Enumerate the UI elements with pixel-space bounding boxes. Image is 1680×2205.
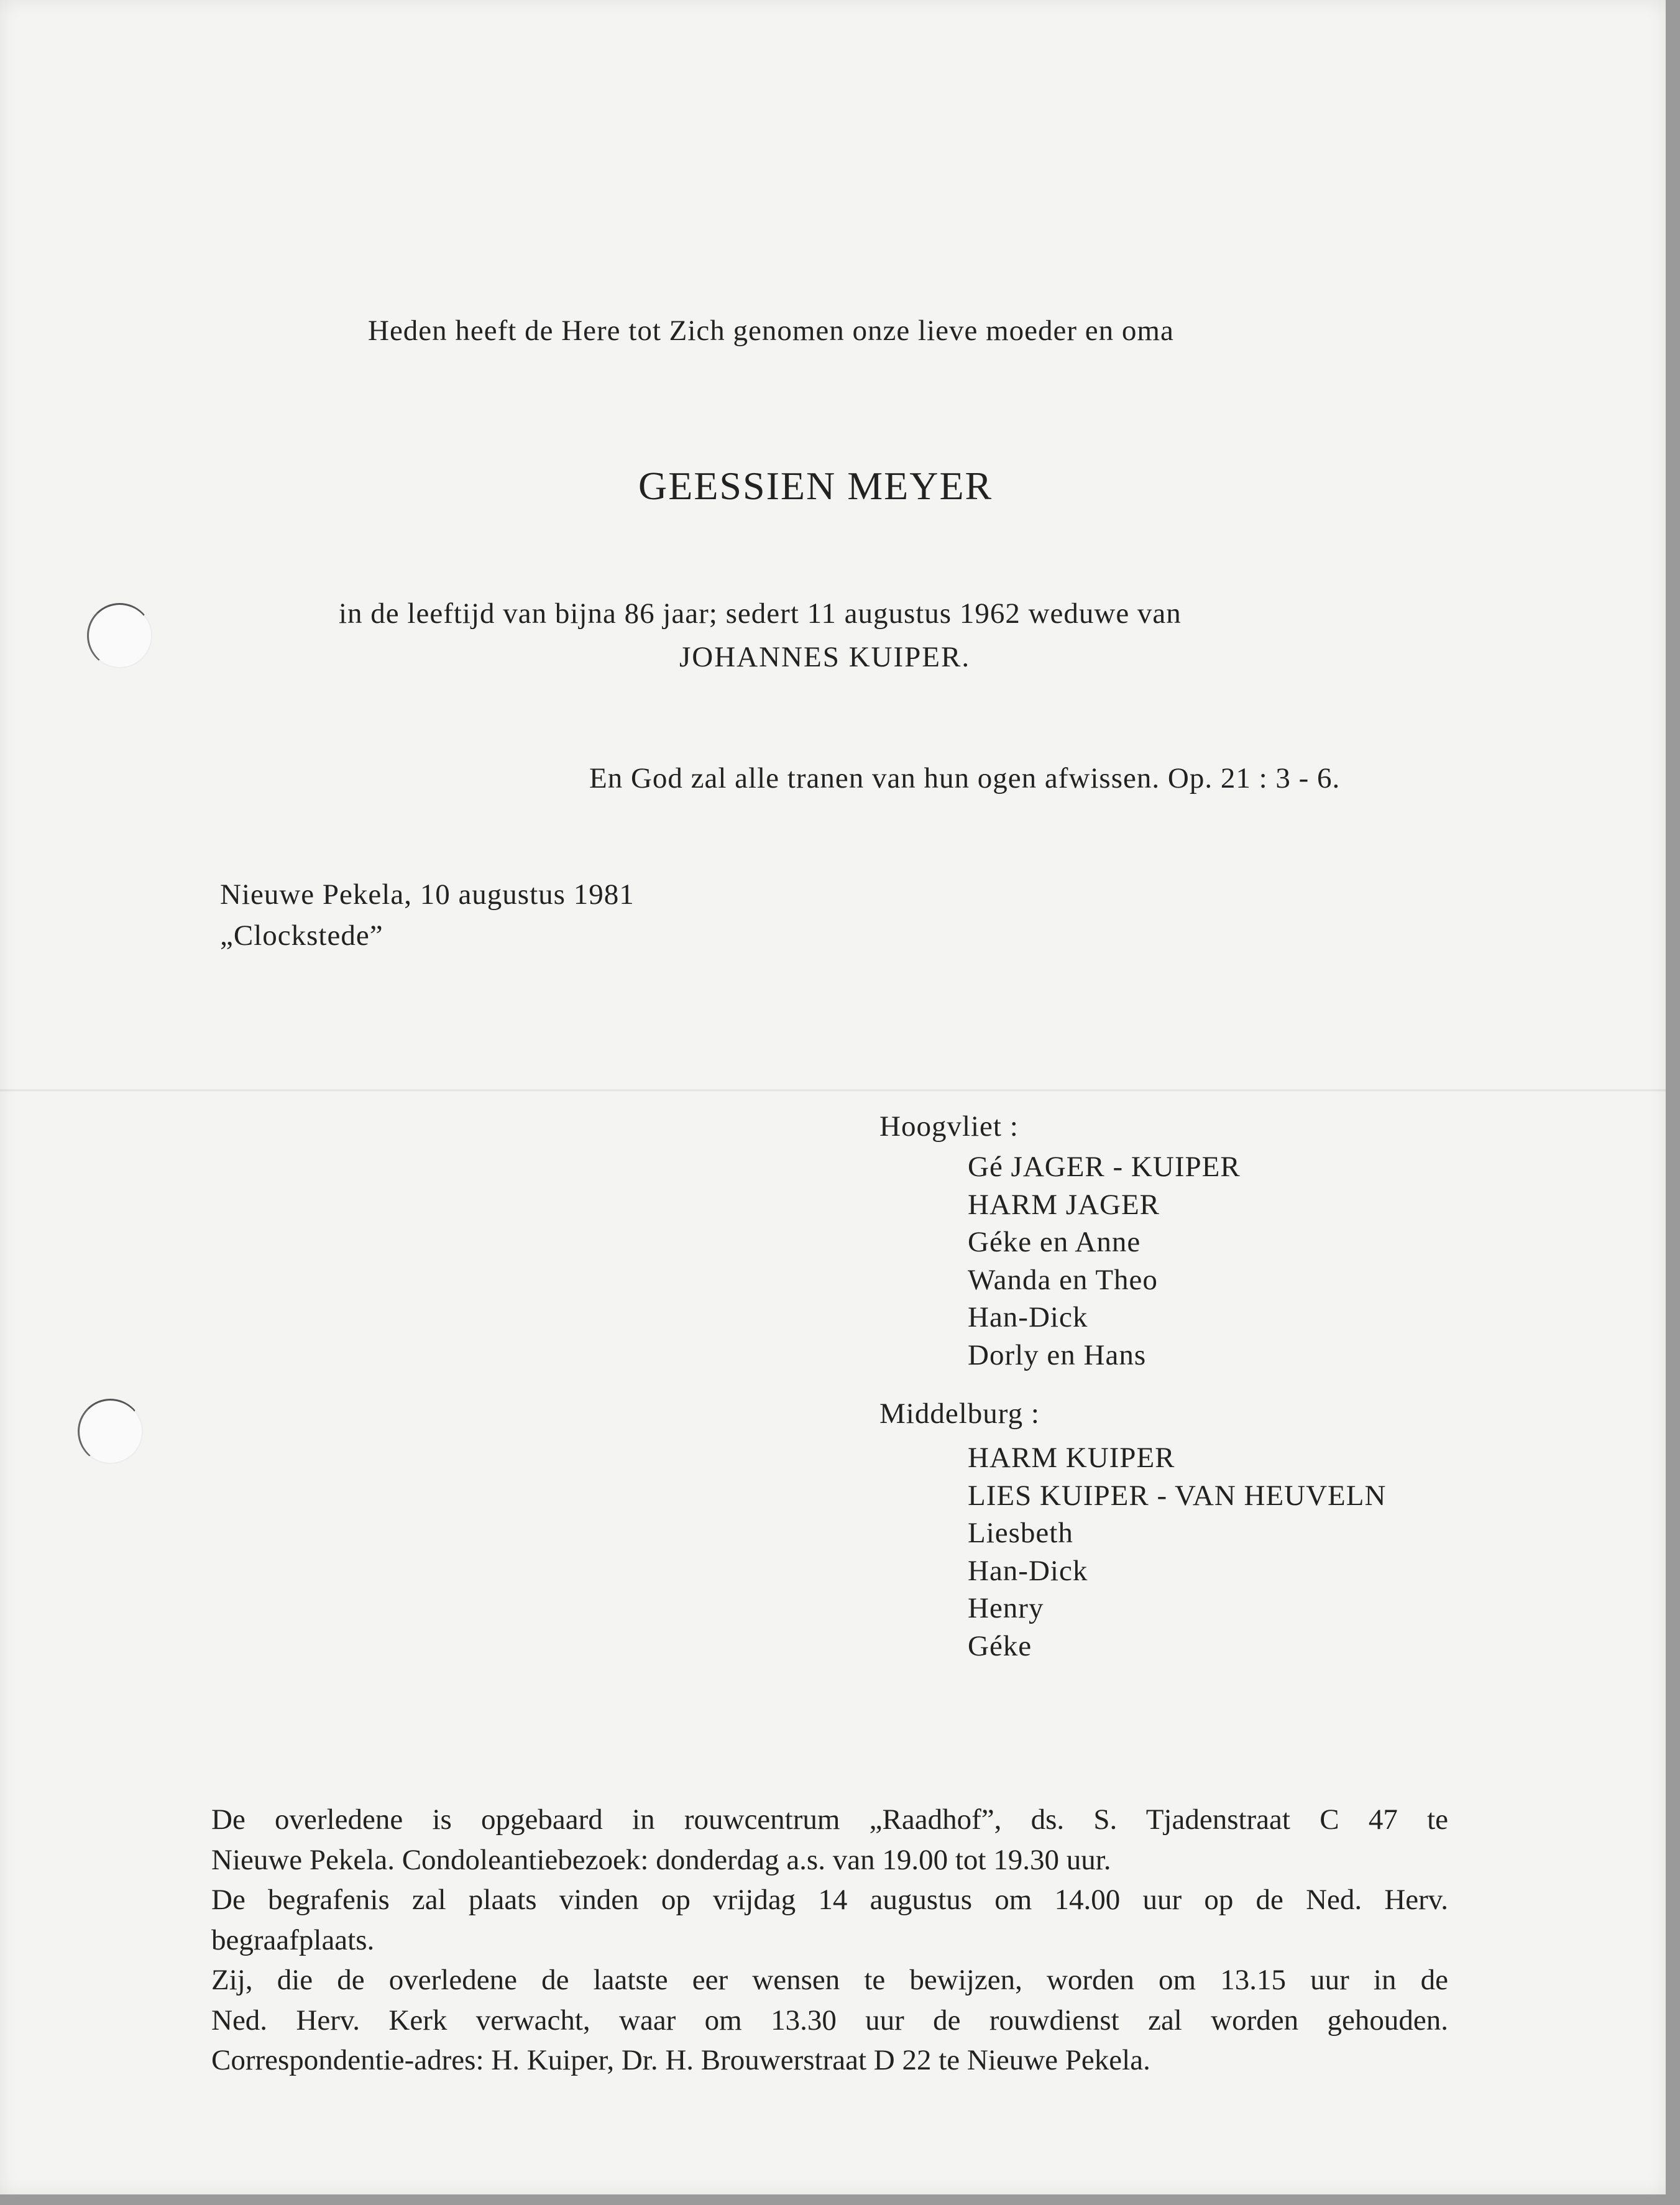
family-member: Géke en Anne xyxy=(968,1226,1141,1258)
notice-line: begraafplaats. xyxy=(211,1923,375,1956)
family-group-members xyxy=(968,1441,1386,1667)
punch-hole-bottom xyxy=(78,1399,143,1464)
place-date: Nieuwe Pekela, 10 augustus 1981 xyxy=(220,878,635,911)
family-member: Géke xyxy=(968,1629,1032,1662)
punch-hole-top xyxy=(87,603,152,668)
family-group-place: Hoogvliet : xyxy=(879,1110,1019,1143)
residence-name: „Clockstede” xyxy=(220,919,383,952)
family-member: Liesbeth xyxy=(968,1517,1073,1549)
deceased-name: GEESSIEN MEYER xyxy=(638,464,993,508)
notice-line: Zij, die de overledene de laatste eer wensen te bewijzen, worden om 13.15 uur in de xyxy=(211,1964,1448,1996)
family-member: Wanda en Theo xyxy=(968,1263,1158,1296)
notice-line: Nieuwe Pekela. Condoleantiebezoek: donderdag a.s. van 19.00 tot 19.30 uur. xyxy=(211,1843,1111,1876)
notice-line: Correspondentie-adres: H. Kuiper, Dr. H. Brouwerstraat D 22 te Nieuwe Pekela. xyxy=(211,2044,1150,2076)
family-member: Gé JAGER - KUIPER xyxy=(968,1151,1241,1183)
family-member: Han-Dick xyxy=(968,1301,1088,1333)
family-member: HARM KUIPER xyxy=(968,1442,1175,1474)
family-group-members xyxy=(968,1150,1241,1376)
scripture-quote: En God zal alle tranen van hun ogen afwissen. Op. 21 : 3 - 6. xyxy=(589,762,1341,794)
family-member: Dorly en Hans xyxy=(968,1338,1147,1371)
notice-line: De overledene is opgebaard in rouwcentrum „Raadhof”, ds. S. Tjadenstraat C 47 te xyxy=(211,1803,1448,1836)
notice-line: De begrafenis zal plaats vinden op vrijdag 14 augustus om 14.00 uur op de Ned. Herv. xyxy=(211,1884,1448,1916)
paper-fold-line xyxy=(0,1089,1666,1092)
family-member: Han-Dick xyxy=(968,1554,1088,1587)
intro-line: Heden heeft de Here tot Zich genomen onze lieve moeder en oma xyxy=(368,315,1174,347)
family-member: Henry xyxy=(968,1592,1044,1624)
spouse-name: JOHANNES KUIPER. xyxy=(679,641,971,673)
notice-line: Ned. Herv. Kerk verwacht, waar om 13.30 uur de rouwdienst zal worden gehouden. xyxy=(211,2004,1448,2037)
family-member: LIES KUIPER - VAN HEUVELN xyxy=(968,1479,1387,1512)
age-line: in de leeftijd van bijna 86 jaar; sedert 11 augustus 1962 weduwe van xyxy=(339,597,1182,630)
family-member: HARM JAGER xyxy=(968,1188,1160,1221)
funeral-details-paragraph xyxy=(211,1803,1448,2084)
family-group-place: Middelburg : xyxy=(879,1397,1040,1430)
